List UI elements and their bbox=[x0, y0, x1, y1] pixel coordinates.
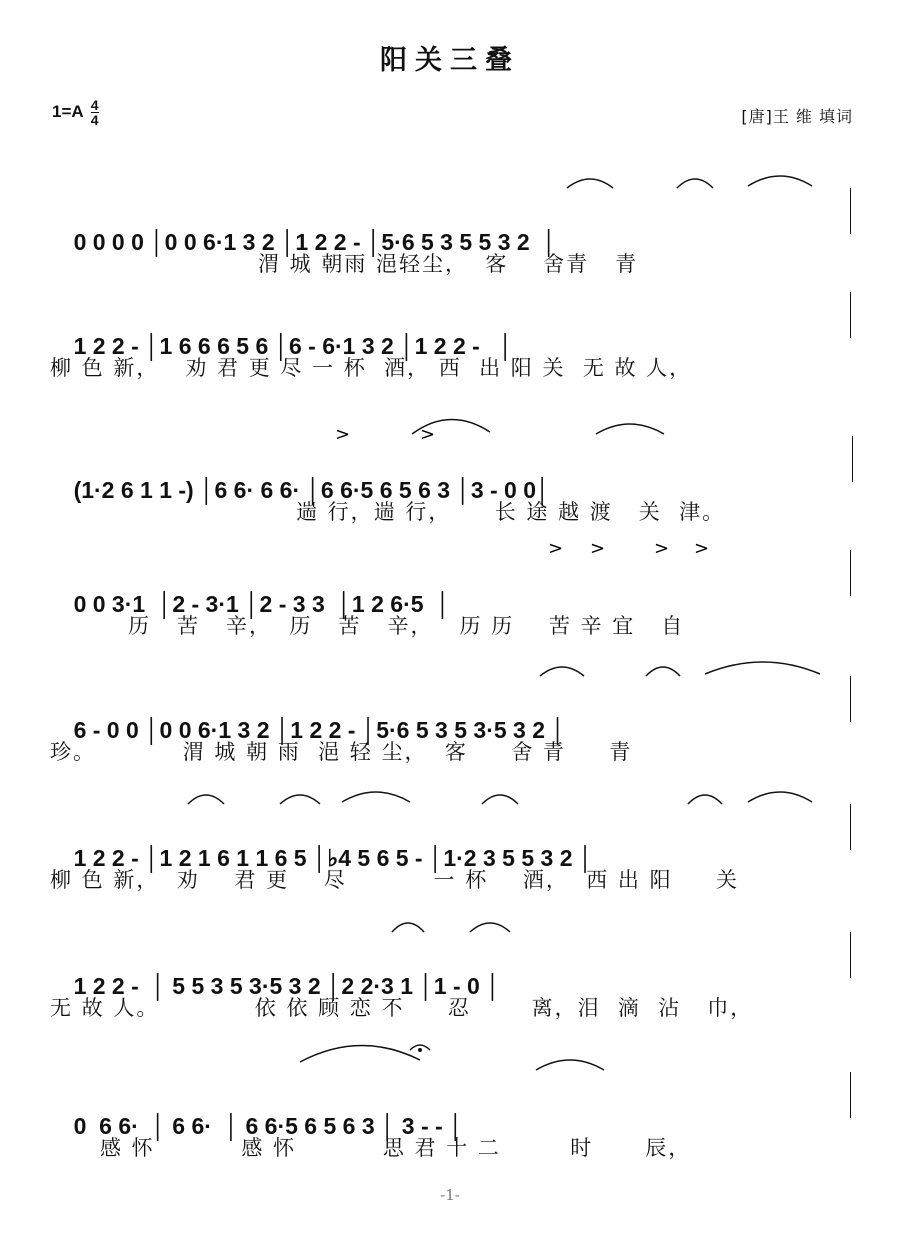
notation-text: 0 6 6· │ 6 6· │ 6 6·5 6 5 6 3 │ 3 - - │ bbox=[73, 1113, 464, 1139]
end-barline bbox=[850, 932, 851, 978]
lyricist-credit: [唐]王 维 填词 bbox=[741, 107, 853, 126]
notation-text: 0 0 3·1 │2 - 3·1 │2 - 3 3 │1 2 6·5 │ bbox=[73, 591, 451, 617]
lyrics: 历 苦 辛， 历 苦 辛， 历 历 苦 辛 宜 自 bbox=[128, 614, 685, 638]
notation-text: (1·2 6 1 1 -) │6 6· 6 6· │6 6·5 6 5 6 3 │3 - 0 0│ bbox=[73, 477, 551, 503]
lyrics: 感 怀 感 怀 思 君 十 二 时 辰， bbox=[100, 1136, 692, 1160]
lyrics: 渭 城 朝雨 浥轻尘， 客 舍青 青 bbox=[258, 252, 639, 276]
end-barline bbox=[850, 676, 851, 722]
end-barline bbox=[852, 436, 853, 482]
time-numerator: 4 bbox=[90, 97, 99, 113]
key-signature bbox=[52, 98, 99, 127]
end-barline bbox=[850, 188, 851, 234]
slurs bbox=[0, 416, 900, 450]
page-number: -1- bbox=[440, 1186, 460, 1204]
notation-text: 0 0 0 0 │0 0 6·1 3 2 │1 2 2 - │5·6 5 3 5 5 3 2 │ bbox=[73, 229, 557, 255]
song-title: 阳关三叠 bbox=[380, 45, 520, 76]
slurs bbox=[0, 784, 900, 818]
slurs bbox=[0, 656, 900, 690]
lyrics: 柳 色 新， 劝 君 更 尽 一 杯 酒， 西 出 阳 关 无 故 人， bbox=[50, 356, 693, 380]
time-denominator: 4 bbox=[90, 112, 99, 128]
end-barline bbox=[850, 550, 851, 596]
lyrics: 柳 色 新， 劝 君 更 尽 一 杯 酒， 西 出 阳 关 bbox=[50, 868, 739, 892]
slurs bbox=[0, 530, 900, 564]
notation-text: 6 - 0 0 │0 0 6·1 3 2 │1 2 2 - │5·6 5 3 5 3·5 3 2 │ bbox=[73, 717, 566, 743]
svg-text:>: > bbox=[590, 538, 606, 559]
svg-text:>: > bbox=[654, 538, 670, 559]
svg-text:>: > bbox=[694, 538, 710, 559]
lyrics: 珍。 渭 城 朝 雨 浥 轻 尘， 客 舍 青 青 bbox=[50, 740, 633, 764]
end-barline bbox=[850, 292, 851, 338]
notation-text: 1 2 2 - │1 6 6 6 5 6 │6 - 6·1 3 2 │1 2 2 - │ bbox=[73, 333, 514, 359]
key-label: 1=A bbox=[52, 101, 84, 121]
notation-text: 1 2 2 - │ 5 5 3 5 3·5 3 2 │2 2·3 1 │1 - 0 │ bbox=[73, 973, 501, 999]
notation-text: 1 2 2 - │1 2 1 6 1 1 6 5 │♭4 5 6 5 - │1·2 3 5 5 3 2 │ bbox=[73, 845, 594, 871]
slurs bbox=[0, 912, 900, 946]
end-barline bbox=[850, 1072, 851, 1118]
slurs bbox=[0, 1052, 900, 1086]
end-barline bbox=[850, 804, 851, 850]
lyrics: 无 故 人。 依 依 顾 恋 不 忍 离，泪 滴 沾 巾， bbox=[50, 996, 754, 1020]
slurs bbox=[0, 168, 900, 202]
lyrics: 遄 行，遄 行， 长 途 越 渡 关 津。 bbox=[296, 500, 726, 524]
time-signature bbox=[91, 98, 99, 127]
svg-text:>: > bbox=[335, 424, 351, 445]
svg-text:>: > bbox=[548, 538, 564, 559]
svg-text:>: > bbox=[420, 424, 436, 445]
